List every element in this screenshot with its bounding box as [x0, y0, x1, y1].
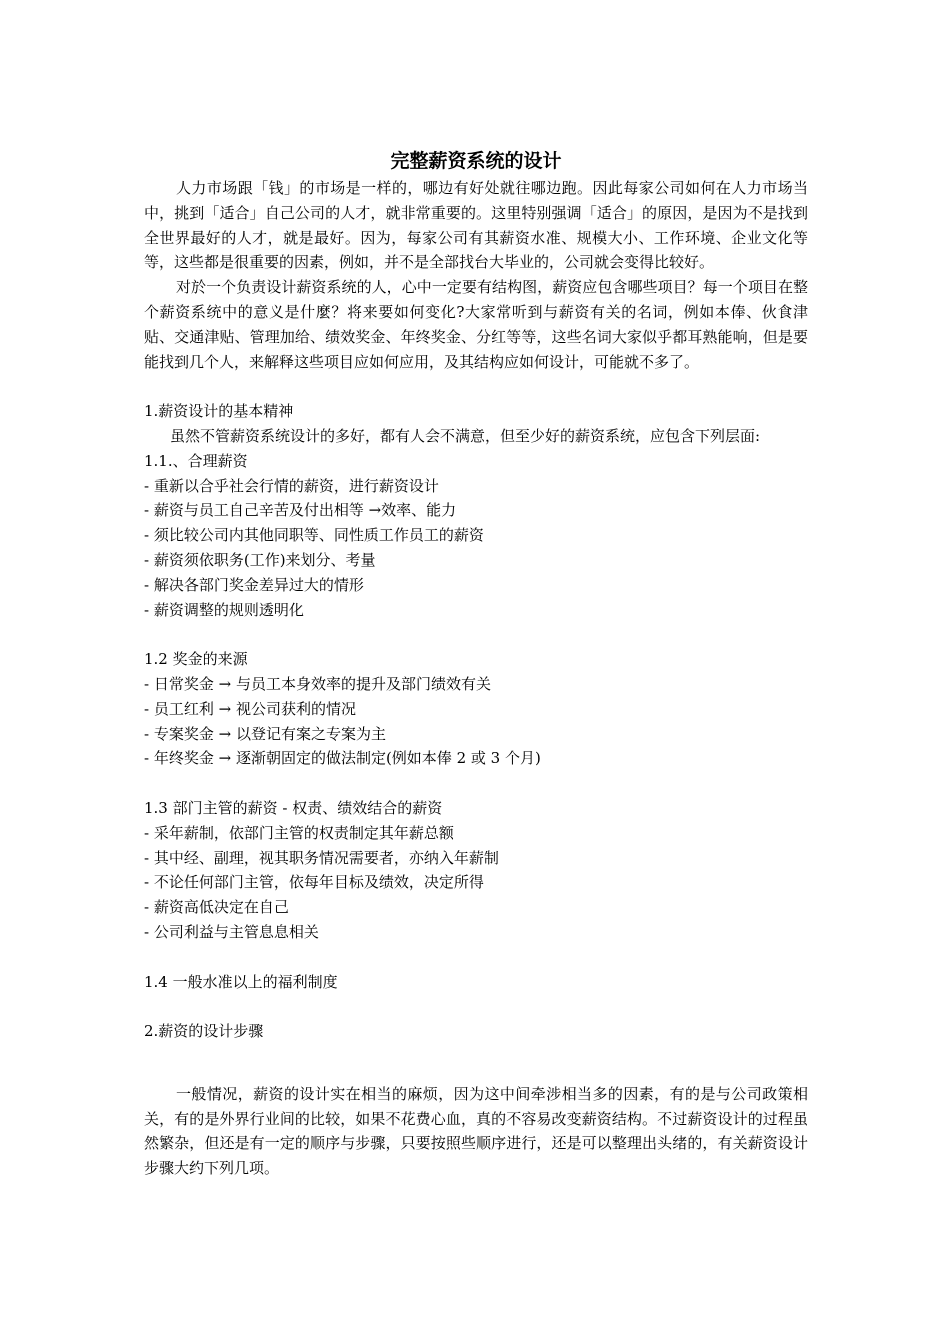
section-1-4-heading: 1.4 一般水准以上的福利制度	[144, 972, 338, 991]
document-page	[144, 146, 808, 1181]
spacer	[144, 622, 808, 647]
section-2-heading: 2.薪资的设计步骤	[144, 1022, 264, 1041]
intro-paragraph-2: 对於一个负责设计薪资系统的人，心中一定要有结构图，薪资应包含哪些项目？每一个项目在整个薪资系统中的意义是什麼？将来要如何变化?大家常听到与薪资有关的名词，例如本俸、伙食津贴、交通津贴、管理加给、绩效奖金、年终奖金、分红等等，这些名词大家似乎都耳熟能响，但是要能找到几个人，来解释这些项目应如何应用，及其结构应如何设计，可能就不多了。	[144, 278, 808, 371]
spacer	[144, 945, 808, 970]
list-item: - 专案奖金 → 以登记有案之专案为主	[144, 724, 386, 743]
list-item: - 薪资调整的规则透明化	[144, 600, 304, 619]
document-title: 完整薪资系统的设计	[390, 150, 562, 172]
section-1-heading: 1.薪资设计的基本精神	[144, 402, 294, 421]
list-item: - 员工红利 → 视公司获利的情况	[144, 699, 356, 718]
list-item: - 不论任何部门主管，依每年目标及绩效，决定所得	[144, 873, 484, 892]
list-item: - 重新以合乎社会行情的薪资，进行薪资设计	[144, 476, 439, 495]
section-1-2-heading: 1.2 奖金的来源	[144, 650, 248, 669]
spacer	[144, 1044, 808, 1082]
list-item: - 采年薪制，依部门主管的权责制定其年薪总额	[144, 823, 454, 842]
list-item: - 解决各部门奖金差异过大的情形	[144, 575, 364, 594]
section-2-paragraph: 一般情况，薪资的设计实在相当的麻烦，因为这中间牵涉相当多的因素，有的是与公司政策相关，有的是外界行业间的比较，如果不花费心血，真的不容易改变薪资结构。不过薪资设计的过程虽然繁杂，但还是有一定的顺序与步骤，只要按照些顺序进行，还是可以整理出头绪的，有关薪资设计步骤大约下列几项。	[144, 1084, 808, 1178]
section-1-1-heading: 1.1.、合理薪资	[144, 451, 248, 470]
list-item: - 公司利益与主管息息相关	[144, 922, 319, 941]
list-item: - 薪资须依职务(工作)来划分、考量	[144, 550, 376, 569]
intro-paragraph-1: 人力市场跟「钱」的市场是一样的，哪边有好处就往哪边跑。因此每家公司如何在人力市场当中，挑到「适合」自己公司的人才，就非常重要的。这里特别强调「适合」的原因，是因为不是找到全世界最好的人才，就是最好。因为，每家公司有其薪资水准、规模大小、工作环境、企业文化等等，这些都是很重要的因素，例如，并不是全部找台大毕业的，公司就会变得比较好。	[144, 179, 808, 272]
list-item: - 薪资高低决定在自己	[144, 898, 289, 917]
list-item: - 日常奖金 → 与员工本身效率的提升及部门绩效有关	[144, 674, 491, 693]
list-item: - 其中经、副理，视其职务情况需要者，亦纳入年薪制	[144, 848, 499, 867]
section-1-intro: 虽然不管薪资系统设计的多好，都有人会不满意，但至少好的薪资系统，应包含下列层面:	[170, 426, 761, 445]
spacer	[144, 771, 808, 796]
list-item: - 薪资与员工自己辛苦及付出相等 →效率、能力	[144, 501, 457, 520]
spacer	[144, 374, 808, 399]
list-item: - 年终奖金 → 逐渐朝固定的做法制定(例如本俸 2 或 3 个月)	[144, 749, 541, 768]
section-1-3-heading: 1.3 部门主管的薪资 - 权责、绩效结合的薪资	[144, 798, 443, 817]
spacer	[144, 994, 808, 1019]
list-item: - 须比较公司内其他同职等、同性质工作员工的薪资	[144, 526, 484, 545]
